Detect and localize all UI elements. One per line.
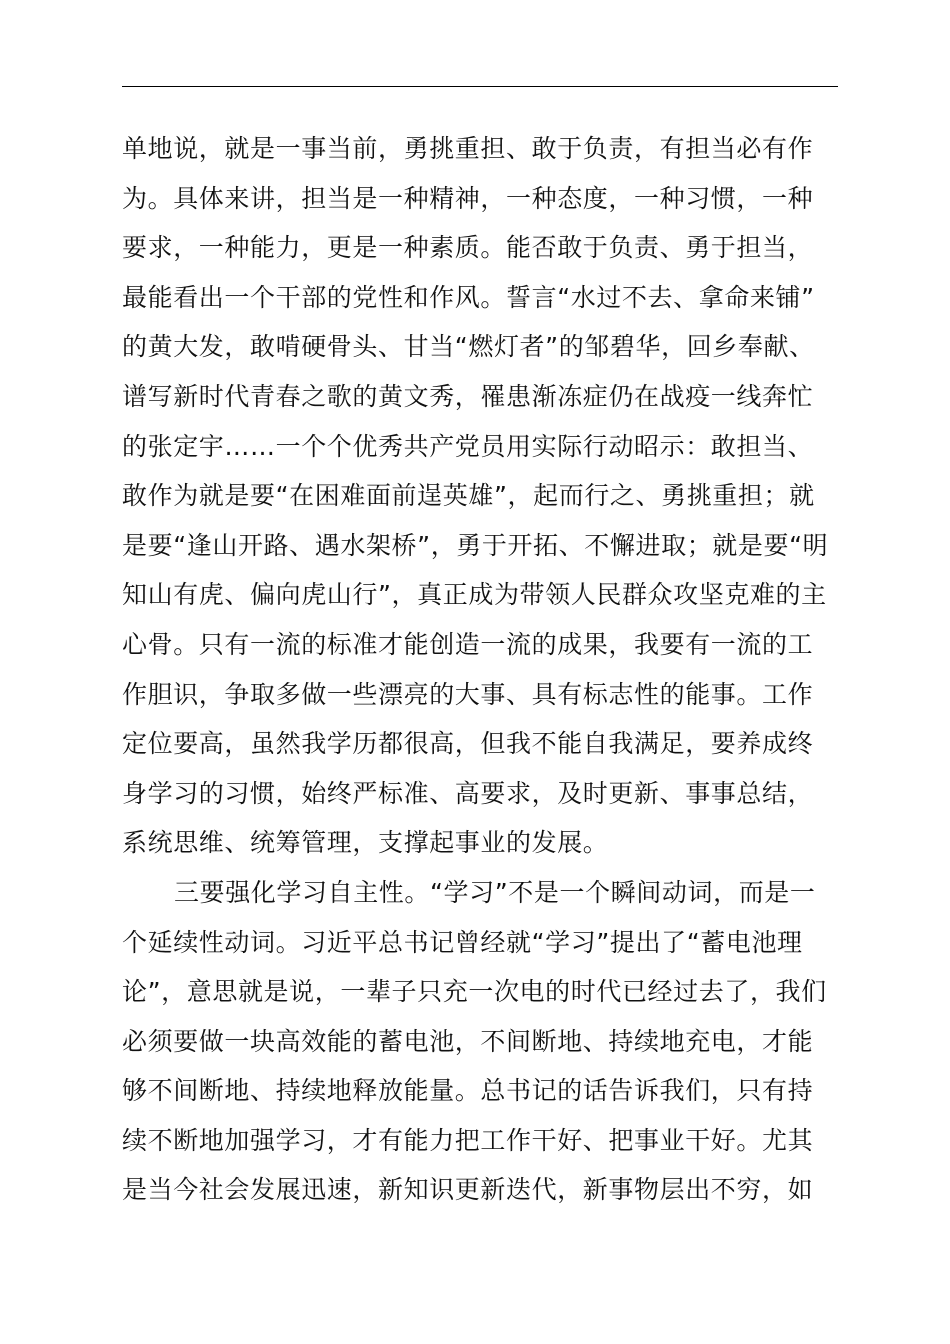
text-line: 知山有虎、偏向虎山行”，真正成为带领人民群众攻坚克难的主 (122, 580, 827, 610)
text-line: 最能看出一个干部的党性和作风。誓言“水过不去、拿命来铺” (122, 282, 815, 312)
text-line: 是当今社会发展迅速，新知识更新迭代，新事物层出不穷，如 (122, 1175, 814, 1205)
text-line: 必须要做一块高效能的蓄电池，不间断地、持续地充电，才能 (122, 1026, 814, 1056)
text-line: 系统思维、统筹管理，支撑起事业的发展。 (122, 828, 609, 858)
text-line: 定位要高，虽然我学历都很高，但我不能自我满足，要养成终 (122, 729, 814, 759)
text-line: 的张定宇……一个个优秀共产党员用实际行动昭示：敢担当、 (122, 431, 814, 461)
paragraph-responsibility (122, 124, 838, 868)
text-line: 身学习的习惯，始终严标准、高要求，及时更新、事事总结， (122, 778, 814, 808)
paragraph-learning (122, 868, 838, 1215)
text-line: 敢作为就是要“在困难面前逞英雄”，起而行之、勇挑重担；就 (122, 481, 815, 511)
text-line: 续不断地加强学习，才有能力把工作干好、把事业干好。尤其 (122, 1125, 814, 1155)
text-line: 谱写新时代青春之歌的黄文秀，罹患渐冻症仍在战疫一线奔忙 (122, 381, 814, 411)
text-line: 三要强化学习自主性。“学习”不是一个瞬间动词，而是一 (174, 877, 816, 907)
text-line: 作胆识，争取多做一些漂亮的大事、具有标志性的能事。工作 (122, 679, 814, 709)
document-body (122, 124, 838, 1215)
text-line: 的黄大发，敢啃硬骨头、甘当“燃灯者”的邹碧华，回乡奉献、 (122, 332, 815, 362)
text-line: 是要“逢山开路、遇水架桥”，勇于开拓、不懈进取；就是要“明 (122, 530, 829, 560)
text-line: 个延续性动词。习近平总书记曾经就“学习”提出了“蓄电池理 (122, 927, 803, 957)
text-line: 为。具体来讲，担当是一种精神，一种态度，一种习惯，一种 (122, 183, 814, 213)
text-line: 单地说，就是一事当前，勇挑重担、敢于负责，有担当必有作 (122, 134, 814, 163)
text-line: 要求，一种能力，更是一种素质。能否敢于负责、勇于担当， (122, 233, 814, 263)
text-line: 论”，意思就是说，一辈子只充一次电的时代已经过去了，我们 (122, 977, 827, 1007)
text-line: 心骨。只有一流的标准才能创造一流的成果，我要有一流的工 (122, 629, 814, 659)
text-line: 够不间断地、持续地释放能量。总书记的话告诉我们，只有持 (122, 1076, 814, 1106)
header-rule (122, 86, 838, 87)
